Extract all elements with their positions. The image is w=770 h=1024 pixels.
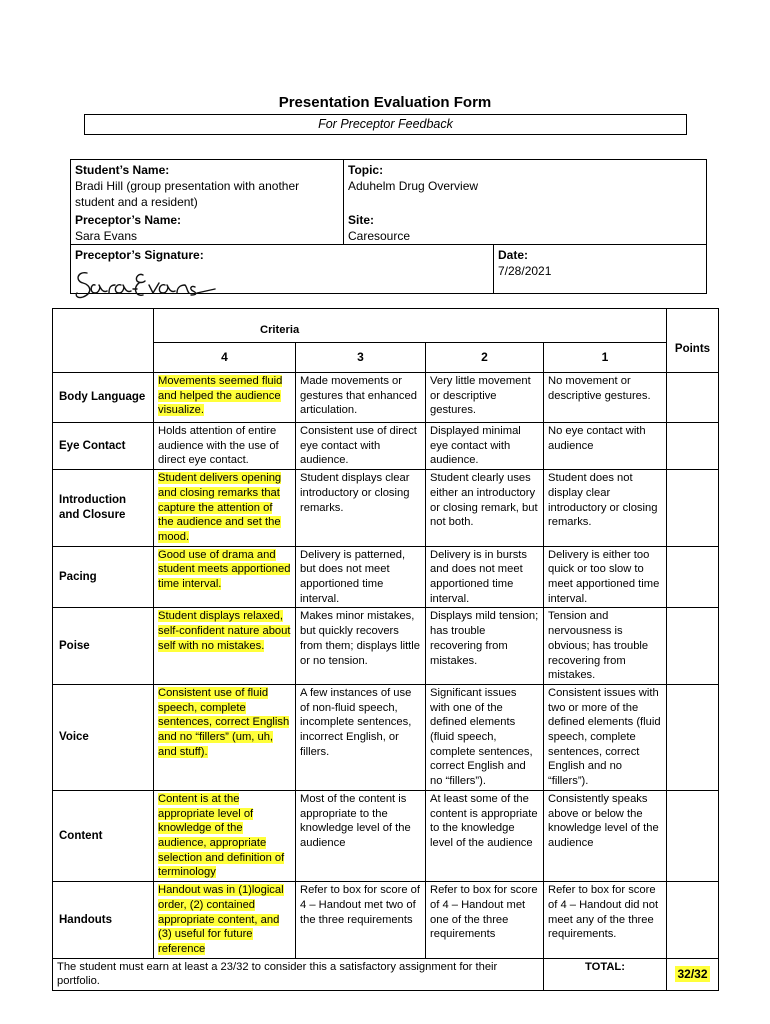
level-2-cell: At least some of the content is appropriate to the knowledge level of the audience [426,790,544,881]
criterion-name: Introduction and Closure [53,470,154,547]
level-2-cell: Significant issues with one of the defined elements (fluid speech, complete sentences, correct English and no “fillers”). [426,684,544,790]
date-label: Date: [498,248,529,262]
level-4-cell: Student delivers opening and closing remarks that capture the attention of the audience and set the mood. [158,472,282,543]
points-cell [667,373,719,423]
level-1-cell: Delivery is either too quick or too slow to meet apportioned time interval. [544,546,667,608]
criterion-name: Pacing [53,546,154,608]
level-4-cell: Consistent use of fluid speech, complete sentences, correct English and no “fillers” (um, uh, and stuff). [158,686,290,758]
signature-cell [71,245,491,293]
level-2-cell: Displayed minimal eye contact with audience. [426,423,544,470]
total-label: TOTAL: [544,958,667,990]
level-1-cell: No movement or descriptive gestures. [544,373,667,423]
table-row [53,546,719,608]
preceptor-name-label: Preceptor’s Name: [75,213,182,227]
level-4-header: 4 [154,343,296,373]
level-3-header: 3 [296,343,426,373]
level-4-cell: Handout was in (1)logical order, (2) contained appropriate content, and (3) useful for future reference [158,884,284,955]
level-4-cell: Movements seemed fluid and helped the audience visualize. [158,375,283,417]
topic-label: Topic: [348,163,384,177]
rubric-table [52,308,718,991]
total-score: 32/32 [677,966,708,981]
level-3-cell: Delivery is patterned, but does not meet apportioned time interval. [296,546,426,608]
points-cell [667,470,719,547]
rubric-corner [53,309,154,373]
total-score-cell [667,958,719,990]
points-cell [667,882,719,959]
criterion-name: Voice [53,684,154,790]
table-row [53,790,719,881]
preceptor-name-value: Sara Evans [75,229,138,243]
criterion-name: Body Language [53,373,154,423]
level-2-header: 2 [426,343,544,373]
student-name-cell [71,160,343,212]
level-1-cell: No eye contact with audience [544,423,667,470]
level-3-cell: Made movements or gestures that enhanced articulation. [296,373,426,423]
level-1-cell: Refer to box for score of 4 – Handout did not meet any of the three requirements. [544,882,667,959]
level-3-cell: A few instances of use of non-fluid speech, incomplete sentences, incorrect English, or fillers. [296,684,426,790]
criteria-title: Criteria [154,309,667,343]
table-row [53,423,719,470]
topic-cell [344,160,704,196]
points-cell [667,684,719,790]
level-3-cell: Makes minor mistakes, but quickly recovers from them; displays little or no tension. [296,608,426,685]
table-row [53,684,719,790]
site-label: Site: [348,213,375,227]
level-1-cell: Consistently speaks above or below the knowledge level of the audience [544,790,667,881]
points-cell [667,790,719,881]
points-cell [667,546,719,608]
points-cell [667,608,719,685]
points-header: Points [667,309,719,373]
level-4-cell: Content is at the appropriate level of knowledge of the audience, appropriate selection and definition of terminology [158,792,285,879]
form-title: Presentation Evaluation Form [278,94,492,111]
footer-note: The student must earn at least a 23/32 to consider this a satisfactory assignment for their portfolio. [53,958,544,990]
table-row [53,882,719,959]
site-value: Caresource [348,229,411,243]
signature-label: Preceptor’s Signature: [75,248,204,262]
level-3-cell: Refer to box for score of 4 – Handout met two of the three requirements [296,882,426,959]
level-2-cell: Student clearly uses either an introductory or closing remark, but not both. [426,470,544,547]
level-4-cell: Student displays relaxed, self-confident nature about self with no mistakes. [158,610,291,652]
level-4-cell: Holds attention of entire audience with the use of direct eye contact. [154,423,296,470]
student-name-label: Student’s Name: [75,163,170,177]
date-cell [494,245,704,281]
table-row [53,470,719,547]
level-1-cell: Consistent issues with two or more of the defined elements (fluid speech, complete sentences, correct English and no “fillers”). [544,684,667,790]
info-box [70,159,707,294]
level-3-cell: Consistent use of direct eye contact with audience. [296,423,426,470]
topic-value: Aduhelm Drug Overview [348,179,479,193]
table-row [53,373,719,423]
level-1-header: 1 [544,343,667,373]
criterion-name: Eye Contact [53,423,154,470]
level-3-cell: Most of the content is appropriate to the knowledge level of the audience [296,790,426,881]
total-row [53,958,719,990]
level-2-cell: Displays mild tension; has trouble recovering from mistakes. [426,608,544,685]
level-1-cell: Tension and nervousness is obvious; has trouble recovering from mistakes. [544,608,667,685]
level-1-cell: Student does not display clear introductory or closing remarks. [544,470,667,547]
form-subtitle: For Preceptor Feedback [84,114,687,135]
table-row [53,608,719,685]
criterion-name: Handouts [53,882,154,959]
level-2-cell: Very little movement or descriptive gestures. [426,373,544,423]
level-3-cell: Student displays clear introductory or closing remarks. [296,470,426,547]
student-name-value: Bradi Hill (group presentation with another student and a resident) [75,179,300,209]
level-4-cell: Good use of drama and student meets apportioned time interval. [158,548,291,591]
handwritten-signature [73,263,223,307]
criterion-name: Poise [53,608,154,685]
criterion-name: Content [53,790,154,881]
level-2-cell: Refer to box for score of 4 – Handout met one of the three requirements [426,882,544,959]
points-cell [667,423,719,470]
site-cell [344,210,704,246]
preceptor-name-cell [71,210,343,246]
date-value: 7/28/2021 [498,264,552,278]
level-2-cell: Delivery is in bursts and does not meet apportioned time interval. [426,546,544,608]
